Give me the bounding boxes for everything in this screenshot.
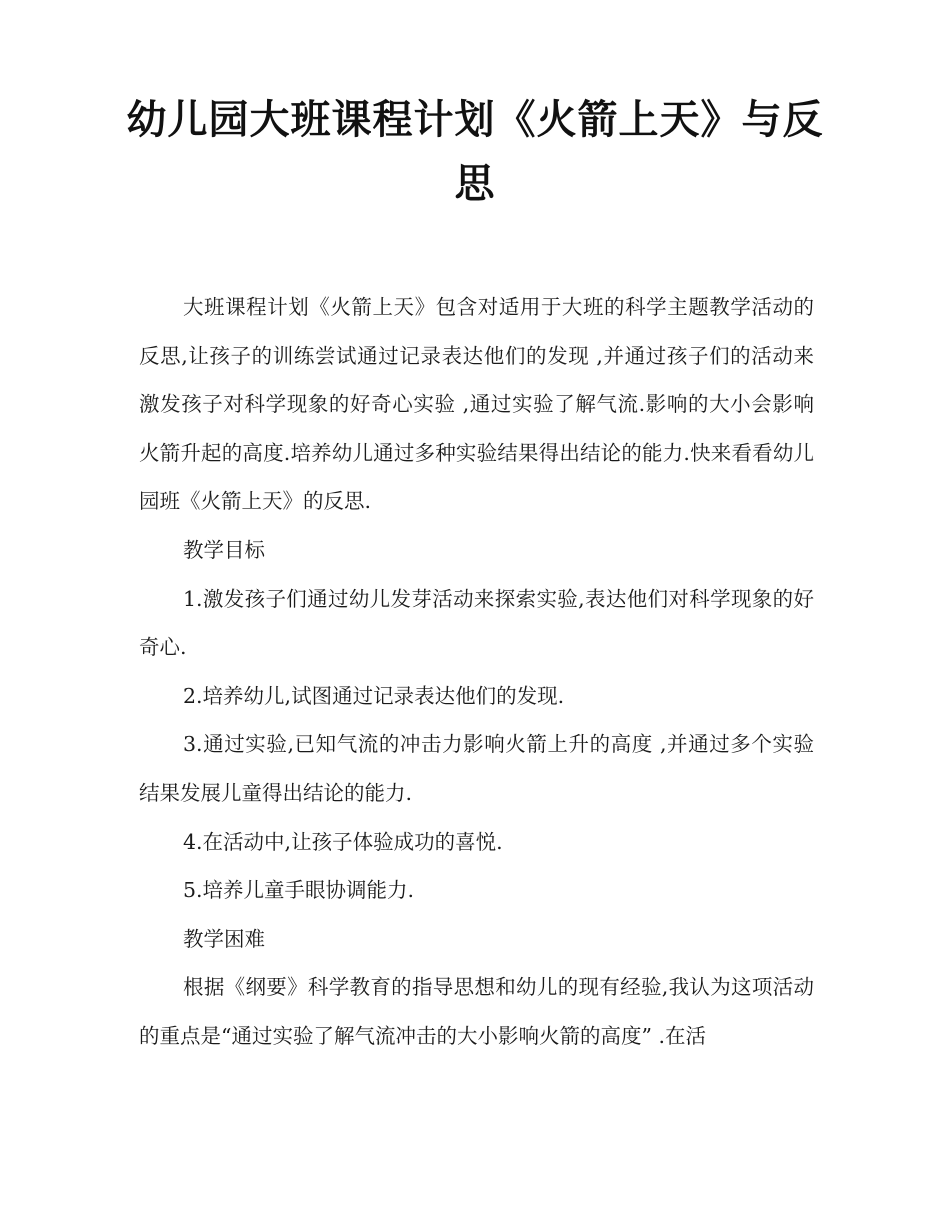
goal-item-3: 3.通过实验,已知气流的冲击力影响火箭上升的高度 ,并通过多个实验结果发展儿童得出结论的能力.: [139, 732, 814, 805]
goal-item-5: 5.培养儿童手眼协调能力.: [183, 878, 415, 903]
difficulty-paragraph: 根据《纲要》科学教育的指导思想和幼儿的现有经验,我认为这项活动的重点是“通过实验了解气流冲击的大小影响火箭的高度” .在活: [139, 975, 814, 1048]
goal-item-1: 1.激发孩子们通过幼儿发芽活动来探索实验,表达他们对科学现象的好奇心.: [139, 586, 814, 660]
intro-paragraph: 大班课程计划《火箭上天》包含对适用于大班的科学主题教学活动的反思,让孩子的训练尝试通过记录表达他们的发现 ,并通过孩子们的活动来激发孩子对科学现象的好奇心实验 ,通过实验了解气流.影响的大小会影响火箭升起的高度.培养幼儿通过多种实验结果得出结论的能力.快来看看幼儿园班《火箭上天》的反思.: [139, 295, 814, 514]
document-body: [139, 283, 814, 1061]
goal-item-2: 2.培养幼儿,试图通过记录表达他们的发现.: [183, 683, 565, 708]
section-heading-teaching-difficulties: 教学困难: [183, 926, 265, 951]
document-title: 幼儿园大班课程计划《火箭上天》与反思: [126, 97, 824, 207]
goal-item-4: 4.在活动中,让孩子体验成功的喜悦.: [183, 829, 503, 854]
section-heading-teaching-goals: 教学目标: [183, 537, 265, 562]
